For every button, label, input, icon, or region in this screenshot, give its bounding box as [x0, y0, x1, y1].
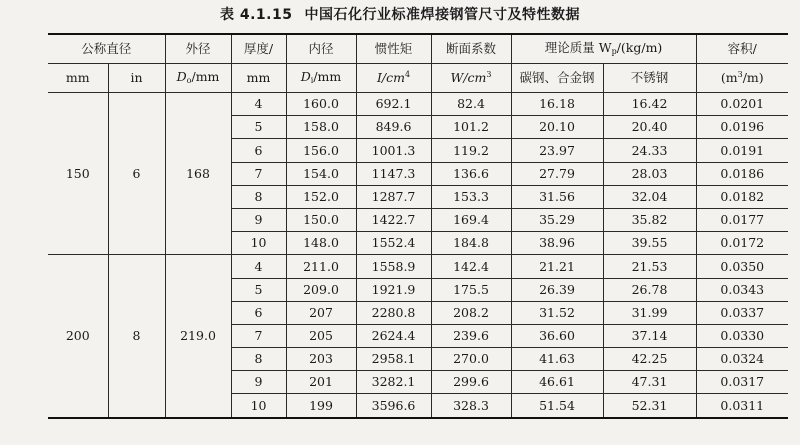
cell-mass-stainless: 42.25: [603, 348, 696, 371]
cell-inertia: 1552.4: [356, 232, 431, 255]
cell-inner-diameter: 154.0: [286, 162, 356, 185]
cell-mass-stainless: 20.40: [603, 116, 696, 139]
cell-nominal-in: 6: [108, 93, 165, 255]
cell-section-modulus: 239.6: [431, 324, 511, 347]
cell-thickness: 6: [231, 139, 286, 162]
cell-mass-carbon: 21.21: [511, 255, 603, 278]
cell-mass-stainless: 21.53: [603, 255, 696, 278]
cell-thickness: 5: [231, 116, 286, 139]
header-od: 外径: [165, 34, 231, 64]
cell-section-modulus: 142.4: [431, 255, 511, 278]
cell-mass-stainless: 28.03: [603, 162, 696, 185]
cell-thickness: 10: [231, 394, 286, 418]
cell-inertia: 3282.1: [356, 371, 431, 394]
cell-volume: 0.0330: [696, 324, 788, 347]
cell-inner-diameter: 156.0: [286, 139, 356, 162]
cell-inertia: 2624.4: [356, 324, 431, 347]
cell-outer-diameter: 168: [165, 93, 231, 255]
cell-nominal-mm: 150: [48, 93, 108, 255]
cell-inertia: 1287.7: [356, 185, 431, 208]
cell-thickness: 8: [231, 185, 286, 208]
cell-volume: 0.0186: [696, 162, 788, 185]
cell-mass-carbon: 27.79: [511, 162, 603, 185]
cell-mass-carbon: 38.96: [511, 232, 603, 255]
cell-mass-carbon: 36.60: [511, 324, 603, 347]
cell-nominal-in: 8: [108, 255, 165, 418]
cell-mass-stainless: 32.04: [603, 185, 696, 208]
header-od-unit: $D_o/mm$: [165, 64, 231, 93]
cell-mass-stainless: 39.55: [603, 232, 696, 255]
header-section-unit: $W/cm^3$: [431, 64, 511, 93]
cell-mass-stainless: 52.31: [603, 394, 696, 418]
cell-nominal-mm: 200: [48, 255, 108, 418]
cell-section-modulus: 136.6: [431, 162, 511, 185]
cell-inertia: 1422.7: [356, 208, 431, 231]
header-mm: mm: [48, 64, 108, 93]
table-row: [48, 255, 788, 278]
cell-inner-diameter: 148.0: [286, 232, 356, 255]
cell-mass-carbon: 20.10: [511, 116, 603, 139]
header-id: 内径: [286, 34, 356, 64]
cell-mass-stainless: 26.78: [603, 278, 696, 301]
table-number: 表 4.1.15: [220, 7, 293, 23]
cell-mass-stainless: 31.99: [603, 301, 696, 324]
table-title: [0, 4, 800, 26]
header-volume-unit: $(m^3/m)$: [696, 64, 788, 93]
cell-inertia: 1921.9: [356, 278, 431, 301]
cell-inner-diameter: 205: [286, 324, 356, 347]
cell-thickness: 10: [231, 232, 286, 255]
header-inertia: 惯性矩: [356, 34, 431, 64]
cell-mass-carbon: 35.29: [511, 208, 603, 231]
cell-inner-diameter: 160.0: [286, 93, 356, 116]
cell-outer-diameter: 219.0: [165, 255, 231, 418]
cell-volume: 0.0337: [696, 301, 788, 324]
cell-section-modulus: 119.2: [431, 139, 511, 162]
header-row-2: [48, 64, 788, 93]
cell-mass-stainless: 24.33: [603, 139, 696, 162]
header-inertia-unit: $I/cm^4$: [356, 64, 431, 93]
cell-thickness: 7: [231, 324, 286, 347]
cell-thickness: 7: [231, 162, 286, 185]
table-caption: 中国石化行业标准焊接钢管尺寸及特性数据: [304, 7, 580, 23]
cell-inner-diameter: 203: [286, 348, 356, 371]
cell-volume: 0.0317: [696, 371, 788, 394]
cell-mass-carbon: 31.52: [511, 301, 603, 324]
cell-thickness: 5: [231, 278, 286, 301]
cell-thickness: 9: [231, 208, 286, 231]
cell-section-modulus: 169.4: [431, 208, 511, 231]
cell-volume: 0.0343: [696, 278, 788, 301]
cell-section-modulus: 175.5: [431, 278, 511, 301]
cell-inertia: 2958.1: [356, 348, 431, 371]
cell-mass-stainless: 16.42: [603, 93, 696, 116]
header-mass: 理论质量 $W_p/(kg/m)$: [511, 34, 696, 64]
cell-volume: 0.0311: [696, 394, 788, 418]
cell-section-modulus: 101.2: [431, 116, 511, 139]
header-row-1: [48, 34, 788, 64]
cell-volume: 0.0196: [696, 116, 788, 139]
cell-section-modulus: 270.0: [431, 348, 511, 371]
cell-inertia: 849.6: [356, 116, 431, 139]
cell-mass-carbon: 23.97: [511, 139, 603, 162]
cell-section-modulus: 299.6: [431, 371, 511, 394]
cell-section-modulus: 82.4: [431, 93, 511, 116]
header-thickness: 厚度/: [231, 34, 286, 64]
header-volume: 容积/: [696, 34, 788, 64]
cell-section-modulus: 208.2: [431, 301, 511, 324]
cell-mass-stainless: 35.82: [603, 208, 696, 231]
cell-inner-diameter: 199: [286, 394, 356, 418]
cell-inner-diameter: 158.0: [286, 116, 356, 139]
cell-thickness: 6: [231, 301, 286, 324]
cell-thickness: 8: [231, 348, 286, 371]
cell-thickness: 9: [231, 371, 286, 394]
cell-section-modulus: 184.8: [431, 232, 511, 255]
cell-mass-carbon: 51.54: [511, 394, 603, 418]
cell-volume: 0.0201: [696, 93, 788, 116]
cell-volume: 0.0182: [696, 185, 788, 208]
cell-mass-carbon: 16.18: [511, 93, 603, 116]
cell-mass-carbon: 26.39: [511, 278, 603, 301]
pipe-data-table: [48, 33, 788, 419]
cell-inertia: 692.1: [356, 93, 431, 116]
cell-volume: 0.0177: [696, 208, 788, 231]
cell-section-modulus: 328.3: [431, 394, 511, 418]
table-row: [48, 93, 788, 116]
header-id-unit: $D_i/mm$: [286, 64, 356, 93]
cell-thickness: 4: [231, 93, 286, 116]
header-carbon-steel: 碳钢、合金钢: [511, 64, 603, 93]
cell-inertia: 1147.3: [356, 162, 431, 185]
cell-inertia: 3596.6: [356, 394, 431, 418]
cell-inner-diameter: 201: [286, 371, 356, 394]
cell-thickness: 4: [231, 255, 286, 278]
cell-mass-carbon: 46.61: [511, 371, 603, 394]
header-section: 断面系数: [431, 34, 511, 64]
cell-inner-diameter: 209.0: [286, 278, 356, 301]
cell-inertia: 2280.8: [356, 301, 431, 324]
cell-inertia: 1001.3: [356, 139, 431, 162]
cell-volume: 0.0172: [696, 232, 788, 255]
cell-inner-diameter: 207: [286, 301, 356, 324]
cell-mass-stainless: 47.31: [603, 371, 696, 394]
header-nominal: 公称直径: [48, 34, 165, 64]
cell-section-modulus: 153.3: [431, 185, 511, 208]
header-thickness-unit: mm: [231, 64, 286, 93]
cell-mass-stainless: 37.14: [603, 324, 696, 347]
cell-inner-diameter: 150.0: [286, 208, 356, 231]
cell-volume: 0.0191: [696, 139, 788, 162]
cell-inner-diameter: 211.0: [286, 255, 356, 278]
cell-volume: 0.0350: [696, 255, 788, 278]
cell-volume: 0.0324: [696, 348, 788, 371]
cell-inertia: 1558.9: [356, 255, 431, 278]
header-in: in: [108, 64, 165, 93]
cell-mass-carbon: 31.56: [511, 185, 603, 208]
header-stainless-steel: 不锈钢: [603, 64, 696, 93]
cell-inner-diameter: 152.0: [286, 185, 356, 208]
cell-mass-carbon: 41.63: [511, 348, 603, 371]
